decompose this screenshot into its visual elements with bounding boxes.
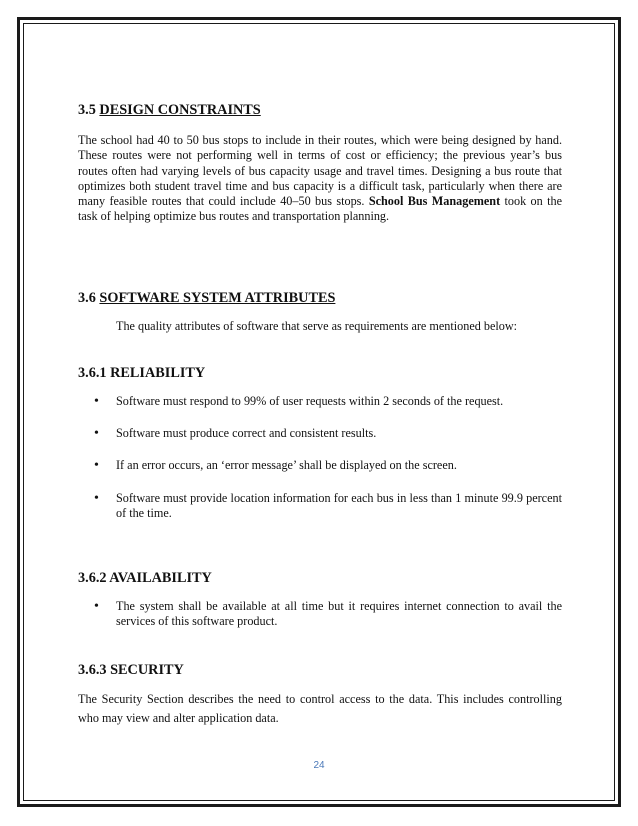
list-item: • The system shall be available at all time but it requires internet connection to avail the services of this software product. bbox=[78, 599, 562, 629]
heading-title: DESIGN CONSTRAINTS bbox=[99, 102, 261, 118]
availability-list bbox=[78, 599, 562, 629]
heading-number: 3.6 bbox=[78, 290, 96, 307]
list-item: • Software must provide location information for each bus in less than 1 minute 99.9 percent of the time. bbox=[78, 491, 562, 521]
heading-number: 3.5 bbox=[78, 102, 96, 118]
heading-security: 3.6.3 SECURITY bbox=[78, 661, 184, 678]
paragraph-text-end: took on the task of helping optimize bus routes and transportation planning. bbox=[78, 194, 563, 224]
design-constraints-paragraph bbox=[78, 133, 562, 224]
page-number: 24 bbox=[313, 760, 325, 771]
security-paragraph: The Security Section describes the need to control access to the data. This includes controlling who may view and alter application data. bbox=[78, 691, 562, 725]
heading-title: SOFTWARE SYSTEM ATTRIBUTES bbox=[99, 290, 336, 307]
reliability-list bbox=[78, 394, 562, 521]
paragraph-bold-text: School Bus Management bbox=[368, 194, 501, 209]
paragraph-text: The school had 40 to 50 bus stops to include in their routes, which were being designed by hand. These routes were not performing well in terms of cost or efficiency; the previous year’s bus routes often had varying levels of bus capacity usage and travel times. Designing a bus route that optimizes both student travel time and bus capacity is a difficult task, particularly when there are many feasible routes that could include 40–50 bus stops. bbox=[78, 133, 562, 209]
list-item: • If an error occurs, an ‘error message’ shall be displayed on the screen. bbox=[78, 458, 562, 473]
heading-design-constraints bbox=[78, 103, 562, 118]
list-item: • Software must produce correct and consistent results. bbox=[78, 426, 562, 441]
page-content bbox=[78, 94, 562, 728]
heading-availability: 3.6.2 AVAILABILITY bbox=[78, 570, 212, 587]
list-item: • Software must respond to 99% of user requests within 2 seconds of the request. bbox=[78, 394, 562, 409]
heading-reliability: 3.6.1 RELIABILITY bbox=[78, 364, 206, 381]
heading-software-attributes bbox=[78, 291, 562, 306]
software-attributes-intro: The quality attributes of software that serve as requirements are mentioned below: bbox=[116, 318, 518, 333]
